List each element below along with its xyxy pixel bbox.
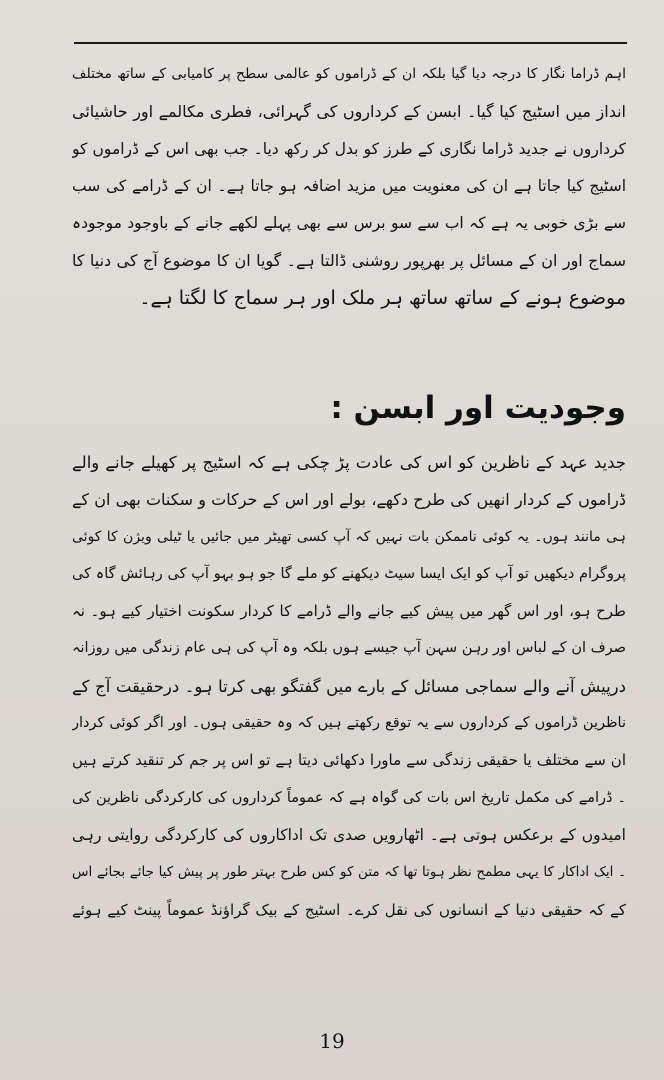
text-line: صرف ان کے لباس اور رہن سہن آپ جیسے ہوں بلکہ وہ آپ کی ہی عام زندگی میں روزانہ	[72, 640, 626, 657]
text-line: جدید عہد کے ناظرین کو اس کی عادت پڑ چکی ہے کہ اسٹیج پر کھیلے جانے والے	[72, 453, 626, 472]
text-line: اسٹیج کیا جاتا ہے ان کی معنویت میں مزید اضافہ ہو جاتا ہے۔ ان کے ڈرامے کی سب	[72, 176, 626, 195]
text-line: ناظرین ڈراموں کے کرداروں سے یہ توقع رکھتے ہیں کہ وہ حقیقی ہوں۔ اور اگر کوئی کردار	[72, 715, 626, 732]
text-line: ۔ ایک اداکار کا یہی مطمح نظر ہوتا تھا کہ متن کو کس طرح بہتر طور پر پیش کیا جائے بجائے اس	[72, 864, 626, 881]
text-line: پروگرام دیکھیں تو آپ کو ایک ایسا سیٹ دیکھنے کو ملے گا جو ہو بہو آپ کی رہائش گاہ کی	[72, 565, 626, 582]
section-heading: وجودیت اور ابسن :	[330, 390, 626, 426]
paragraph-2	[72, 444, 626, 929]
text-line: ڈراموں کے کردار انھیں کی طرح دکھے، بولے اور اس کے حرکات و سکنات بھی ان کے	[72, 490, 626, 510]
text-line: کرداروں نے جدید ڈراما نگاری کے طرز کو بدل کر رکھ دیا۔ جب بھی اس کے ڈراموں کو	[72, 139, 626, 158]
text-line: سماج اور ان کے مسائل پر بھرپور روشنی ڈالتا ہے۔ گویا ان کا موضوع آج کی دنیا کا	[72, 251, 626, 271]
text-line: امیدوں کے برعکس ہوتی ہے۔ اٹھارویں صدی تک اداکاروں کی کارکردگی روایتی رہی	[72, 825, 626, 844]
text-line: طرح ہو، اور اس گھر میں پیش کیے جانے والے ڈرامے کا کردار سکونت اختیار کیے ہو۔ نہ	[72, 602, 626, 621]
text-line: کے کہ حقیقی دنیا کے انسانوں کی نقل کرے۔ اسٹیج کے بیک گراؤنڈ عموماً پینٹ کیے ہوئے	[72, 900, 626, 919]
header-rule	[74, 42, 627, 44]
paragraph-1	[72, 56, 626, 317]
text-line: ہی مانند ہوں۔ یہ کوئی ناممکن بات نہیں کہ آپ کسی تھیٹر میں جائیں یا ٹیلی ویژن کا کوئی	[72, 528, 626, 545]
text-line: اہم ڈراما نگار کا درجہ دیا گیا بلکہ ان کے ڈراموں کو عالمی سطح پر کامیابی کے ساتھ مختلف	[72, 66, 626, 82]
text-line: موضوع ہونے کے ساتھ ساتھ ہر ملک اور ہر سماج کا لگتا ہے۔	[139, 286, 626, 309]
page-number: 19	[319, 1029, 345, 1053]
text-line: درپیش آنے والے سماجی مسائل کے بارے میں گفتگو بھی کرتا ہو۔ درحقیقت آج کے	[72, 676, 626, 696]
text-line: سے بڑی خوبی یہ ہے کہ اب سے سو برس سے بھی پہلے لکھے جانے کے باوجود موجودہ	[72, 214, 626, 233]
text-line: ان سے مختلف یا حقیقی زندگی سے ماورا دکھائی دیتا ہے تو اس پر جم کر تنقید کرتے ہیں	[72, 751, 626, 770]
text-line: ۔ ڈرامے کی مکمل تاریخ اس بات کی گواہ ہے کہ عموماً کرداروں کی کارکردگی ناظرین کی	[72, 789, 626, 806]
text-line: انداز میں اسٹیج کیا گیا۔ ابسن کے کرداروں کی گہرائی، فطری مکالمے اور حاشیائی	[72, 102, 626, 122]
